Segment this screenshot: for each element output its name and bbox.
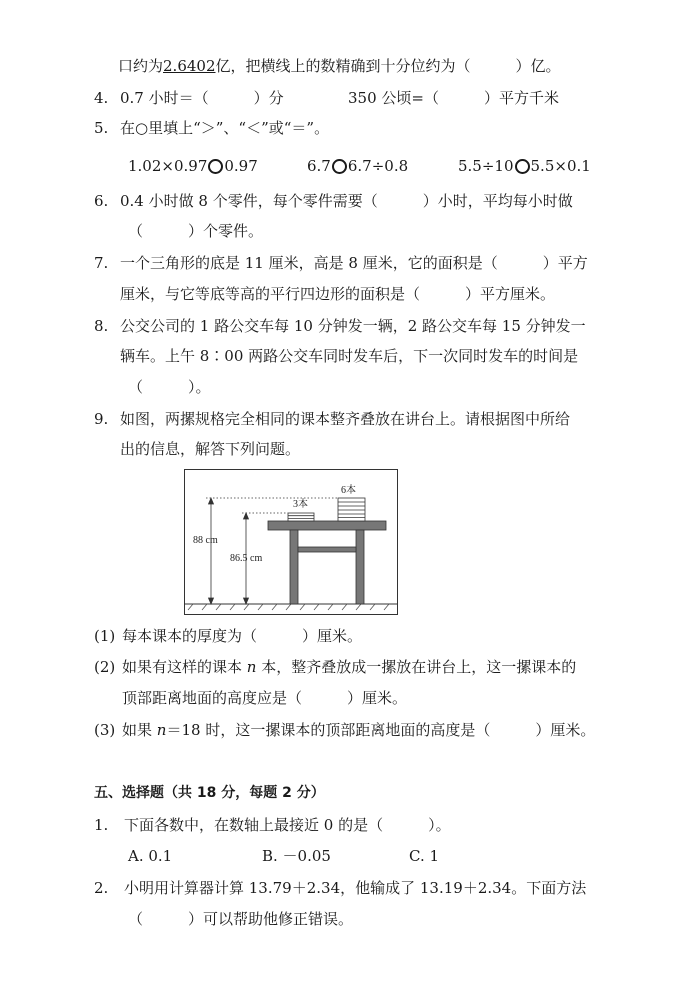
q3-line (118, 56, 561, 76)
q5-item-3-left: 5.5÷10 (458, 157, 514, 175)
label-86-5cm: 86.5 cm (230, 553, 263, 564)
q6-number: 6. (94, 192, 109, 210)
q5-number: 5. (94, 119, 109, 137)
q5-item-1-left: 1.02×0.97 (128, 157, 208, 175)
q9-sub2-number: (2) (94, 658, 116, 676)
q9-sub2-line1 (122, 657, 576, 677)
c2-line2: （ ）可以帮助他修正错误。 (128, 910, 354, 928)
c1-option-b[interactable]: B. －0.05 (262, 847, 331, 865)
q8-line2: 辆车。上午 8∶00 两路公交车同时发车后，下一次同时发车的时间是 (120, 347, 579, 365)
podium-leg-left (290, 530, 298, 604)
q9-sub2-post: 本，整齐叠放成一摞放在讲台上，这一摞课本的 (261, 658, 577, 676)
q4-part1: 0.7 小时＝（ ）分 (120, 89, 284, 107)
q9-sub1-number: (1) (94, 627, 116, 645)
q9-number: 9. (94, 410, 109, 428)
q9-sub2-line2: 顶部距离地面的高度应是（ ）厘米。 (122, 689, 408, 707)
podium-top (268, 521, 386, 530)
q7-line2: 厘米，与它等底等高的平行四边形的面积是（ ）平方厘米。 (120, 285, 556, 303)
c1-option-a[interactable]: A. 0.1 (128, 847, 173, 865)
q9-sub2-pre: 如果有这样的课本 (122, 658, 243, 676)
label-3-books: 3本 (293, 499, 308, 510)
c2-line1: 小明用计算器计算 13.79＋2.34，他输成了 13.19＋2.34。下面方法 (124, 879, 587, 897)
label-6-books: 6本 (341, 485, 356, 496)
stack-3-books (288, 513, 314, 521)
books-on-podium-figure (184, 469, 398, 615)
c2-number: 2. (94, 879, 109, 897)
c1-text: 下面各数中，在数轴上最接近 0 的是（ ）。 (124, 816, 451, 834)
q6-line2: （ ）个零件。 (128, 222, 264, 240)
q9-sub3-number: (3) (94, 721, 116, 739)
q4-part2: 350 公顷=（ ）平方千米 (348, 89, 559, 107)
compare-circle-1[interactable] (208, 159, 223, 174)
figure-svg (184, 469, 398, 615)
label-88cm: 88 cm (193, 535, 218, 546)
q9-sub2-var: n (246, 658, 257, 676)
q9-sub3-var: n (156, 721, 167, 739)
q5-item-2-right: 6.7÷0.8 (347, 157, 409, 175)
q9-sub3-pre: 如果 (122, 721, 153, 739)
stack-6-books (338, 498, 365, 521)
q5-item-2-left: 6.7 (307, 157, 331, 175)
podium-leg-right (356, 530, 364, 604)
q5-item-1-right: 0.97 (224, 157, 258, 175)
q9-sub3-post: ＝18 时，这一摞课本的顶部距离地面的高度是（ ）厘米。 (166, 721, 596, 739)
c1-option-c[interactable]: C. 1 (409, 847, 440, 865)
q8-line1: 公交公司的 1 路公交车每 10 分钟发一辆，2 路公交车每 15 分钟发一 (120, 317, 586, 335)
q8-line3: （ ）。 (128, 378, 211, 396)
q7-number: 7. (94, 254, 109, 272)
section-5-title: 五、选择题（共 18 分，每题 2 分） (94, 785, 325, 801)
c1-number: 1. (94, 816, 109, 834)
podium-crossbar (298, 547, 356, 552)
q8-number: 8. (94, 317, 109, 335)
q9-sub1-text: 每本课本的厚度为（ ）厘米。 (122, 627, 363, 645)
q9-line2: 出的信息，解答下列问题。 (120, 440, 301, 458)
q5-item-3-right: 5.5×0.1 (530, 157, 591, 175)
q5-item-1 (128, 156, 258, 176)
compare-circle-3[interactable] (515, 159, 530, 174)
q9-line1: 如图，两摞规格完全相同的课本整齐叠放在讲台上。请根据图中所给 (120, 410, 571, 428)
q5-item-3 (458, 156, 591, 176)
q3-text-b: 亿，把横线上的数精确到十分位约为（ ）亿。 (215, 57, 561, 75)
q7-line1: 一个三角形的底是 11 厘米，高是 8 厘米，它的面积是（ ）平方 (120, 254, 588, 272)
q9-sub3-line (122, 720, 595, 740)
q4-number: 4. (94, 89, 109, 107)
q6-line1: 0.4 小时做 8 个零件，每个零件需要（ ）小时，平均每小时做 (120, 192, 573, 210)
q3-text-a: 口约为 (118, 57, 164, 75)
q5-item-2 (307, 156, 408, 176)
q3-underlined-number: 2.6402 (163, 57, 216, 75)
q5-text: 在○里填上“＞”、“＜”或“＝”。 (120, 119, 330, 137)
compare-circle-2[interactable] (332, 159, 347, 174)
